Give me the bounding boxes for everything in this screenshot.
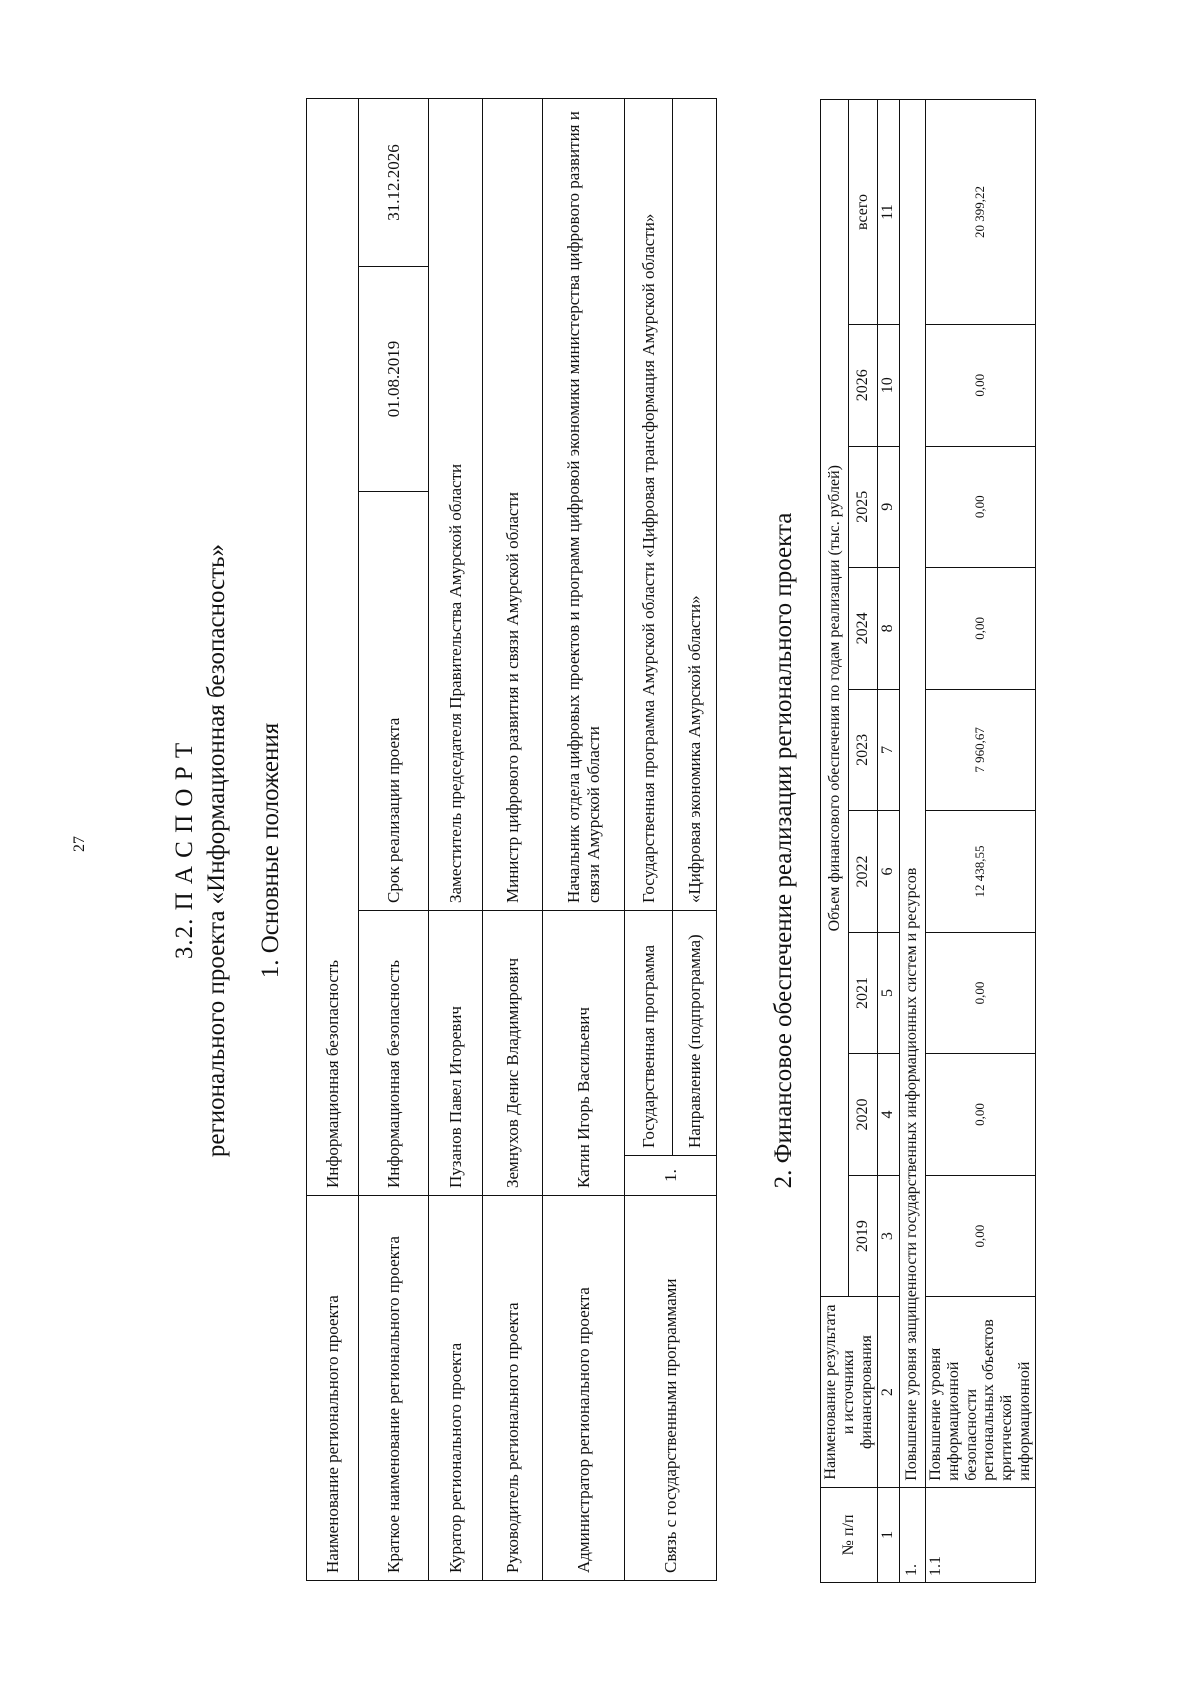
header-name: Наименование результата и источники финансирования xyxy=(821,1297,878,1487)
header-year: 2022 xyxy=(849,811,877,933)
total-cell: 20 399,22 xyxy=(925,100,1035,325)
table-row xyxy=(429,98,483,1580)
value-cell: 0,00 xyxy=(925,568,1035,690)
passport-title: 3.2. П А С П О Р Т xyxy=(171,741,198,960)
row-name: Повышение уровня информационной безопасности региональных объектов критической информационной xyxy=(925,1297,1035,1487)
row-value: Информационная безопасность xyxy=(307,98,359,1195)
program-number: 1. xyxy=(625,1156,717,1196)
column-number: 7 xyxy=(877,689,899,811)
value-cell: 0,00 xyxy=(925,932,1035,1054)
direction-label: Направление (подпрограмма) xyxy=(673,911,717,1156)
header-year: 2019 xyxy=(849,1175,877,1297)
table-numbering-row xyxy=(877,100,899,1583)
section2-heading: 2. Финансовое обеспечение реализации регионального проекта xyxy=(770,512,797,1189)
administrator-name: Катин Игорь Васильевич xyxy=(543,911,625,1196)
direction-value: «Цифровая экономика Амурской области» xyxy=(673,98,717,910)
value-cell: 7 960,67 xyxy=(925,689,1035,811)
period-label: Срок реализации проекта xyxy=(359,492,429,911)
leader-name: Земнухов Денис Владимирович xyxy=(483,911,543,1196)
value-cell: 0,00 xyxy=(925,1175,1035,1297)
group-text: Повышение уровня защищенности государственных информационных систем и ресурсов xyxy=(899,100,925,1488)
value-cell: 0,00 xyxy=(925,1054,1035,1176)
main-provisions-table xyxy=(306,98,717,1581)
group-row xyxy=(899,100,925,1583)
column-number: 10 xyxy=(877,324,899,446)
header-year: 2024 xyxy=(849,568,877,690)
header-number: № п/п xyxy=(821,1487,878,1582)
row-label: Краткое наименование регионального проекта xyxy=(359,1196,429,1581)
header-year: 2020 xyxy=(849,1054,877,1176)
row-label: Наименование регионального проекта xyxy=(307,1196,359,1581)
page-number: 27 xyxy=(71,836,88,852)
header-total: всего xyxy=(849,100,877,325)
row-label: Администратор регионального проекта xyxy=(543,1196,625,1581)
row-label: Связь с государственными программами xyxy=(625,1196,717,1581)
header-year: 2023 xyxy=(849,689,877,811)
group-number: 1. xyxy=(899,1487,925,1582)
value-cell: 0,00 xyxy=(925,324,1035,446)
curator-position: Заместитель председателя Правительства Амурской области xyxy=(429,98,483,910)
column-number: 11 xyxy=(877,100,899,325)
column-number: 6 xyxy=(877,811,899,933)
state-program-value: Государственная программа Амурской области «Цифровая трансформация Амурской области» xyxy=(625,98,673,910)
column-number: 3 xyxy=(877,1175,899,1297)
header-year: 2021 xyxy=(849,932,877,1054)
period-end: 31.12.2026 xyxy=(359,98,429,266)
header-year: 2026 xyxy=(849,324,877,446)
value-cell: 0,00 xyxy=(925,446,1035,568)
administrator-position: Начальник отдела цифровых проектов и программ цифровой экономики министерства цифрового развития и связи Амурской области xyxy=(543,98,625,910)
table-row xyxy=(543,98,625,1580)
column-number: 1 xyxy=(877,1487,899,1582)
column-number: 8 xyxy=(877,568,899,690)
row-label: Руководитель регионального проекта xyxy=(483,1196,543,1581)
column-number: 2 xyxy=(877,1297,899,1487)
table-row xyxy=(925,100,1035,1583)
header-year: 2025 xyxy=(849,446,877,568)
row-number: 1.1 xyxy=(925,1487,1035,1582)
leader-position: Министр цифрового развития и связи Амурской области xyxy=(483,98,543,910)
state-program-label: Государственная программа xyxy=(625,911,673,1156)
value-cell: 12 438,55 xyxy=(925,811,1035,933)
column-number: 9 xyxy=(877,446,899,568)
section1-heading: 1. Основные положения xyxy=(257,722,284,979)
column-number: 5 xyxy=(877,932,899,1054)
header-volume: Объем финансового обеспечения по годам реализации (тыс. рублей) xyxy=(821,100,849,1297)
row-label: Куратор регионального проекта xyxy=(429,1196,483,1581)
table-row xyxy=(359,98,429,1580)
passport-subtitle: регионального проекта «Информационная безопасность» xyxy=(203,543,230,1158)
curator-name: Пузанов Павел Игоревич xyxy=(429,911,483,1196)
financing-table xyxy=(820,99,1036,1583)
period-start: 01.08.2019 xyxy=(359,267,429,492)
row-value: Информационная безопасность xyxy=(359,911,429,1196)
table-row xyxy=(483,98,543,1580)
table-row xyxy=(625,98,673,1580)
table-header-row xyxy=(821,100,849,1583)
table-row xyxy=(307,98,359,1580)
column-number: 4 xyxy=(877,1054,899,1176)
